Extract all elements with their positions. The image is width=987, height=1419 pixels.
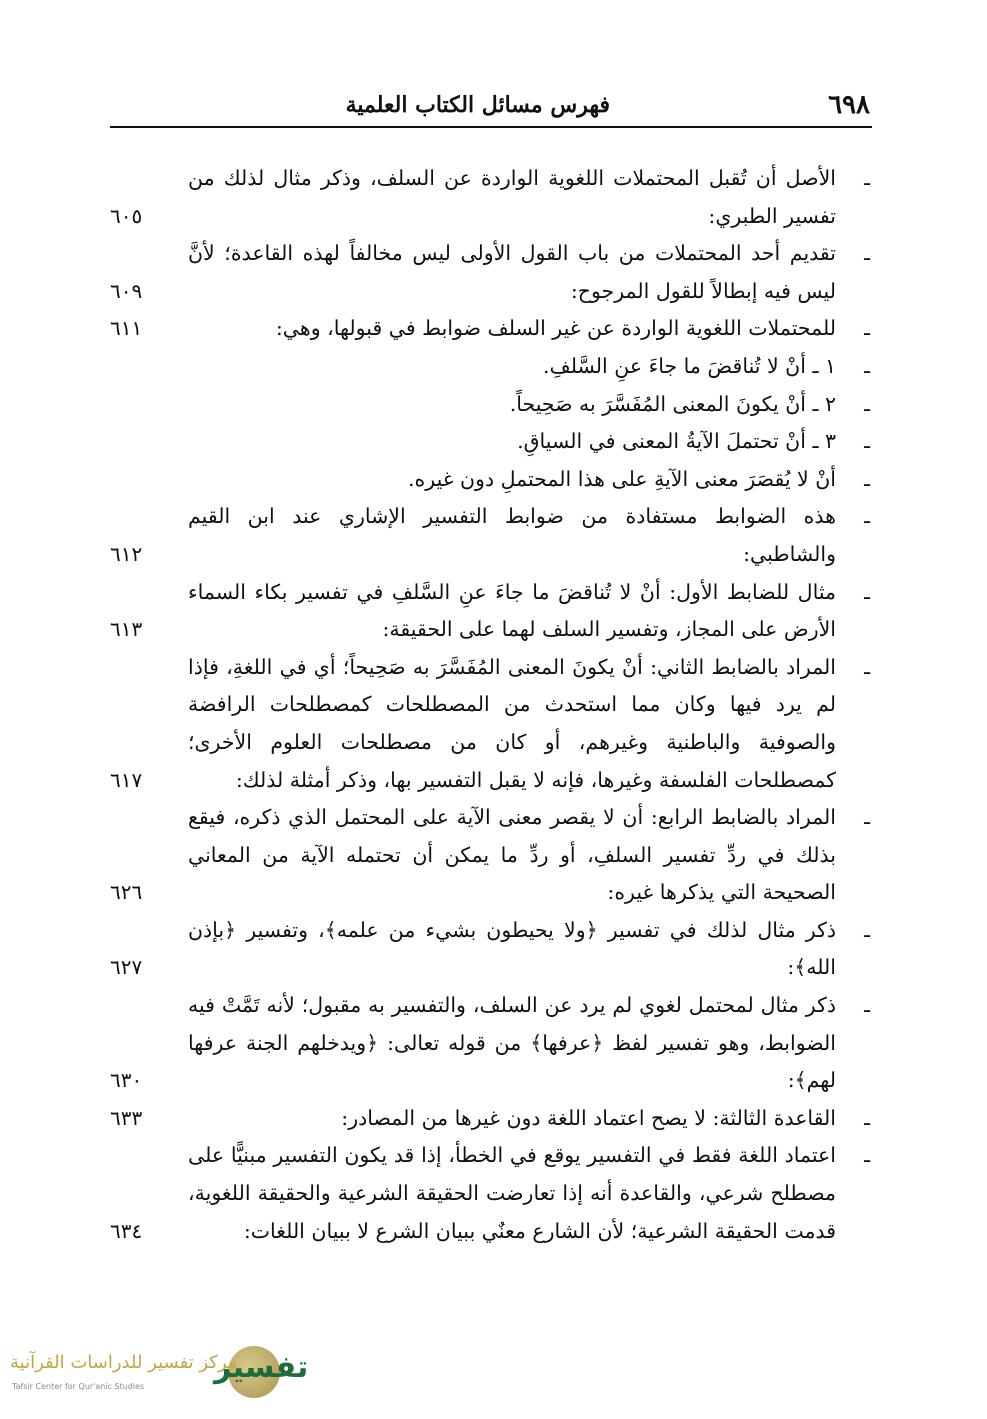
index-entry — [110, 498, 870, 573]
index-entry — [110, 649, 870, 799]
logo-arabic-text: مركز تفسير للدراسات القرآنية — [10, 1352, 238, 1373]
index-entry — [110, 160, 870, 235]
page-number: ٦٩٨ — [828, 90, 870, 120]
entry-text: ٢ ـ أنْ يكونَ المعنى المُفَسَّرَ به صَحِيحاً. — [509, 391, 836, 416]
entry-page: ٦٢٦ — [110, 880, 143, 905]
entry-page: ٦٠٥ — [110, 203, 143, 228]
entry-text: أنْ لا يُقصَرَ معنى الآيةِ على هذا المحتملِ دون غيره. — [408, 466, 836, 491]
entry-page: ٦٠٩ — [110, 278, 143, 303]
entry-text: ١ ـ أنْ لا تُناقضَ ما جاءَ عنِ السَّلفِ. — [542, 353, 836, 378]
index-entry — [110, 235, 870, 310]
entry-text: المراد بالضابط الرابع: أن لا يقصر معنى الآية على المحتمل الذي ذكره، فيقع بذلك في ردِّ تفسير السلفِ، أو ردِّ ما يمكن أن تحتمله الآية من المعاني الصحيحة التي يذكرها غيره: — [188, 805, 836, 905]
index-entry — [110, 461, 870, 499]
index-entry — [110, 1100, 870, 1138]
entry-page: ٦١١ — [110, 316, 143, 341]
entry-text: تقديم أحد المحتملات من باب القول الأولى ليس مخالفاً لهذه القاعدة؛ لأنَّ ليس فيه إبطالاً للقول المرجوح: — [188, 241, 836, 303]
page-title: فهرس مسائل الكتاب العلمية — [345, 92, 610, 118]
entry-text: مثال للضابط الأول: أنْ لا تُناقضَ ما جاءَ عنِ السَّلفِ في تفسير بكاء السماء الأرض على المجاز، وتفسير السلف لهما على الحقيقة: — [188, 579, 836, 642]
logo-english-text: Tafsir Center for Qur'anic Studies — [12, 1382, 145, 1391]
entry-page: ٦٣٠ — [110, 1068, 143, 1093]
entry-text: القاعدة الثالثة: لا يصح اعتماد اللغة دون غيرها من المصادر: — [341, 1105, 836, 1130]
index-entry — [110, 912, 870, 987]
logo-word: تفسير — [214, 1350, 309, 1385]
entry-page: ٦٣٤ — [110, 1218, 143, 1243]
index-entries — [110, 160, 870, 1250]
index-entry — [110, 386, 870, 424]
index-entry — [110, 423, 870, 461]
entry-text: ٣ ـ أنْ تحتملَ الآيةُ المعنى في السياقِ. — [517, 429, 836, 454]
entry-text: اعتماد اللغة فقط في التفسير يوقع في الخطأ، إذا قد يكون التفسير مبنيًّا على مصطلح شرعي، والقاعدة أنه إذا تعارضت الحقيقة الشرعية والحقيقة اللغوية، قدمت الحقيقة الشرعية؛ لأن الشارع معنٌي ببيان الشرع لا ببيان اللغات: — [188, 1143, 836, 1243]
footer-logo — [0, 1340, 309, 1410]
entry-page: ٦١٧ — [110, 767, 143, 792]
entry-text: ذكر مثال لمحتمل لغوي لم يرد عن السلف، والتفسير به مقبول؛ لأنه تَمَّتْ فيه الضوابط، وهو تفسير لفظ ﴿عرفها﴾ من قوله تعالى: ﴿ويدخلهم الجنة عرفها لهم﴾: — [188, 993, 836, 1093]
header-rule — [110, 126, 872, 128]
entry-text: للمحتملات اللغوية الواردة عن غير السلف ضوابط في قبولها، وهي: — [275, 316, 836, 341]
entry-text: المراد بالضابط الثاني: أنْ يكونَ المعنى المُفَسَّرَ به صَحِيحاً؛ أي في اللغةِ، فإذا لم يرد فيها وكان مما استحدث من المصطلحات كمصطلحات الرافضة والصوفية والباطنية وغيرهم، أو كان من مصطلحات العلوم الأخرى؛ كمصطلحات الفلسفة وغيرها، فإنه لا يقبل التفسير بها، وذكر أمثلة لذلك: — [188, 654, 836, 792]
entry-text: ذكر مثال لذلك في تفسير ﴿ولا يحيطون بشيء من علمه﴾، وتفسير ﴿بإذن الله﴾: — [188, 917, 836, 980]
index-entry — [110, 310, 870, 348]
entry-page: ٦١٣ — [110, 617, 143, 642]
index-entry — [110, 348, 870, 386]
entry-text: هذه الضوابط مستفادة من ضوابط التفسير الإشاري عند ابن القيم والشاطبي: — [188, 504, 836, 566]
entry-page: ٦٣٣ — [110, 1105, 143, 1130]
entry-page: ٦٢٧ — [110, 955, 143, 980]
entry-text: الأصل أن تُقبل المحتملات اللغوية الواردة عن السلف، وذكر مثال لذلك من تفسير الطبري: — [188, 166, 836, 228]
index-entry — [110, 574, 870, 649]
index-entry — [110, 799, 870, 912]
entry-page: ٦١٢ — [110, 541, 143, 566]
page-header — [110, 90, 870, 126]
index-entry — [110, 1137, 870, 1250]
index-entry — [110, 987, 870, 1100]
